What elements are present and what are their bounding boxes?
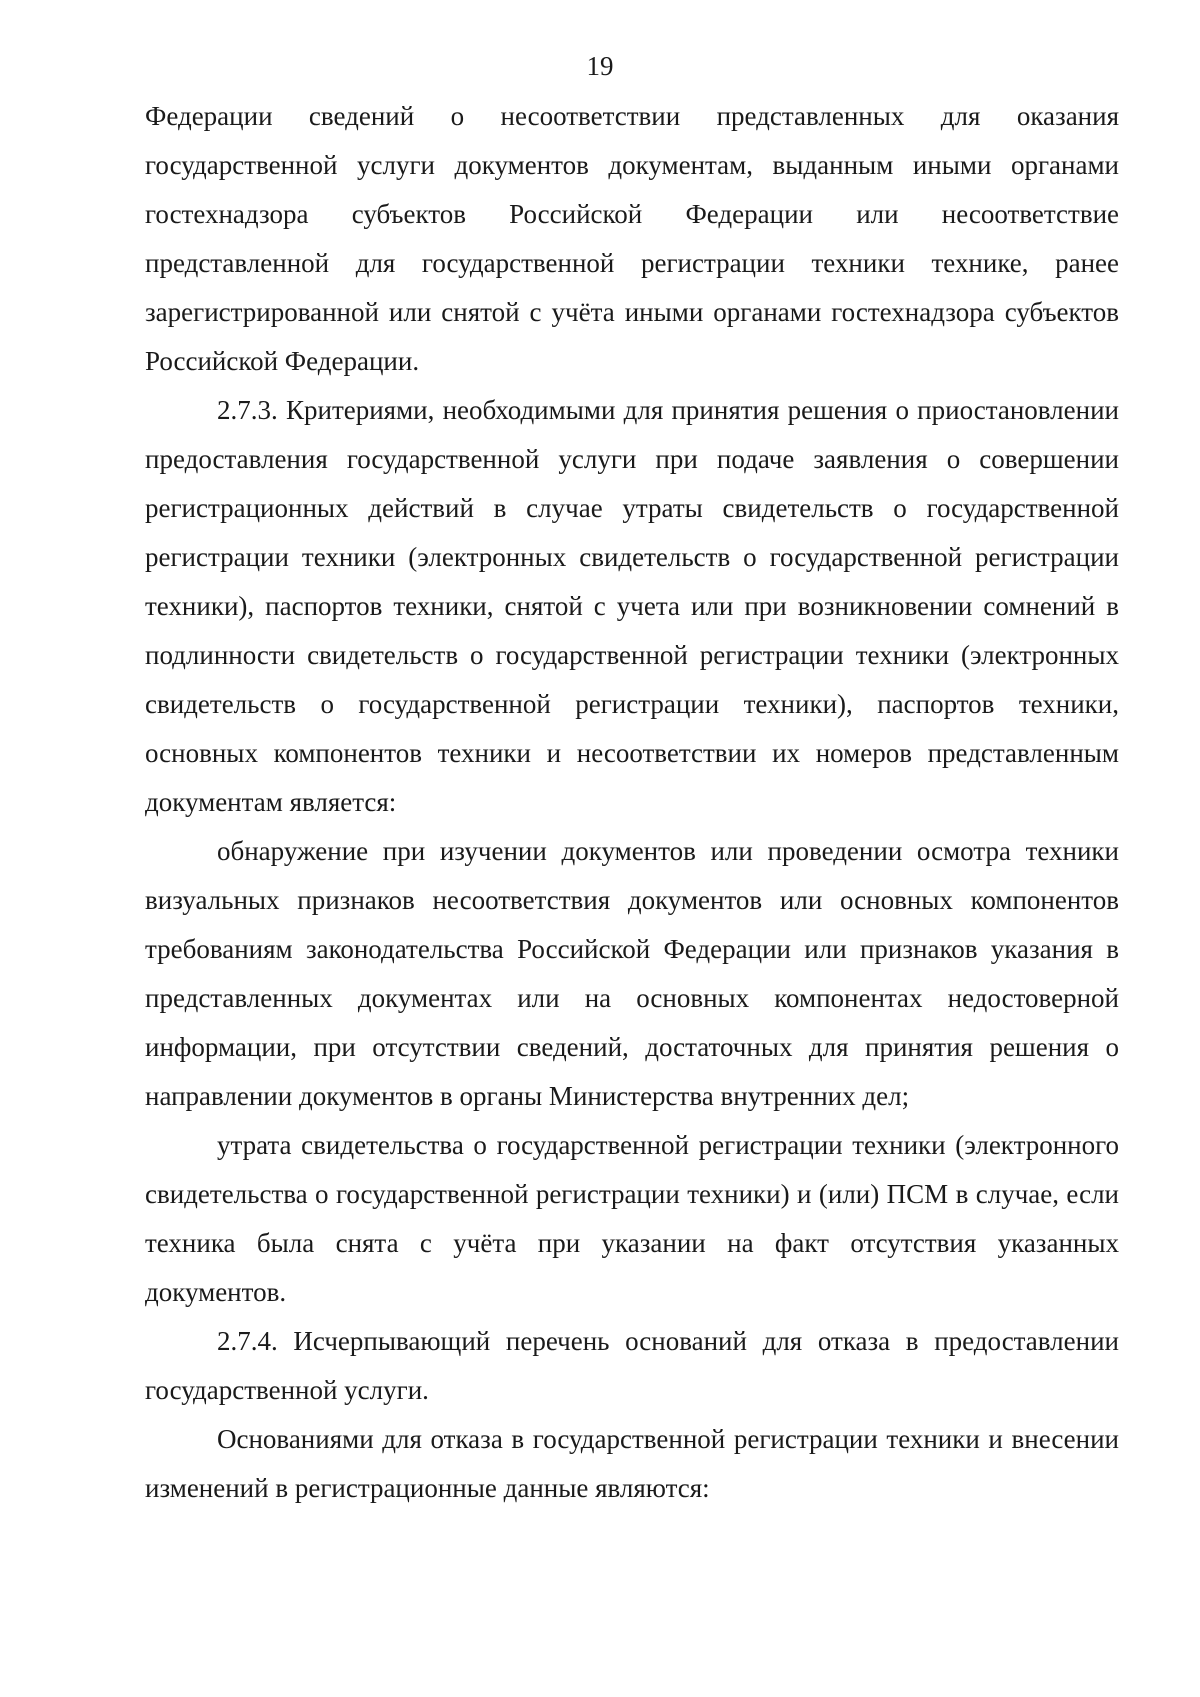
paragraph-certificate-loss: утрата свидетельства о государственной регистрации техники (электронного свидетельства о государственной регистрации техники) и (или) ПСМ в случае, если техника была снята с учёта при указании на факт отсутствия указанных документов. (145, 1130, 1119, 1307)
paragraph-2-7-3-criteria: 2.7.3. Критериями, необходимыми для принятия решения о приостановлении предоставления государственной услуги при подаче заявления о совершении регистрационных действий в случае утраты свидетельств о государственной регистрации техники (электронных свидетельств о государственной регистрации техники), паспортов техники, снятой с учета или при возникновении сомнений в подлинности свидетельств о государственной регистрации техники (электронных свидетельств о государственной регистрации техники), паспортов техники, основных компонентов техники и несоответствии их номеров представленным документам является: (145, 395, 1119, 817)
document-body (145, 92, 1119, 1513)
paragraph-inspection-findings: обнаружение при изучении документов или проведении осмотра техники визуальных признаков несоответствия документов или основных компонентов требованиям законодательства Российской Федерации или признаков указания в представленных документах или на основных компонентах недостоверной информации, при отсутствии сведений, достаточных для принятия решения о направлении документов в органы Министерства внутренних дел; (145, 836, 1119, 1111)
paragraph-2-7-4-refusal-grounds: 2.7.4. Исчерпывающий перечень оснований для отказа в предоставлении государственной услуги. (145, 1326, 1119, 1405)
paragraph-refusal-basis: Основаниями для отказа в государственной регистрации техники и внесении изменений в регистрационные данные являются: (145, 1424, 1119, 1503)
page-number: 19 (586, 51, 614, 81)
paragraph-federal-info: Федерации сведений о несоответствии представленных для оказания государственной услуги документов документам, выданным иными органами гостехнадзора субъектов Российской Федерации или несоответствие представленной для государственной регистрации техники технике, ранее зарегистрированной или снятой с учёта иными органами гостехнадзора субъектов Российской Федерации. (145, 101, 1119, 376)
